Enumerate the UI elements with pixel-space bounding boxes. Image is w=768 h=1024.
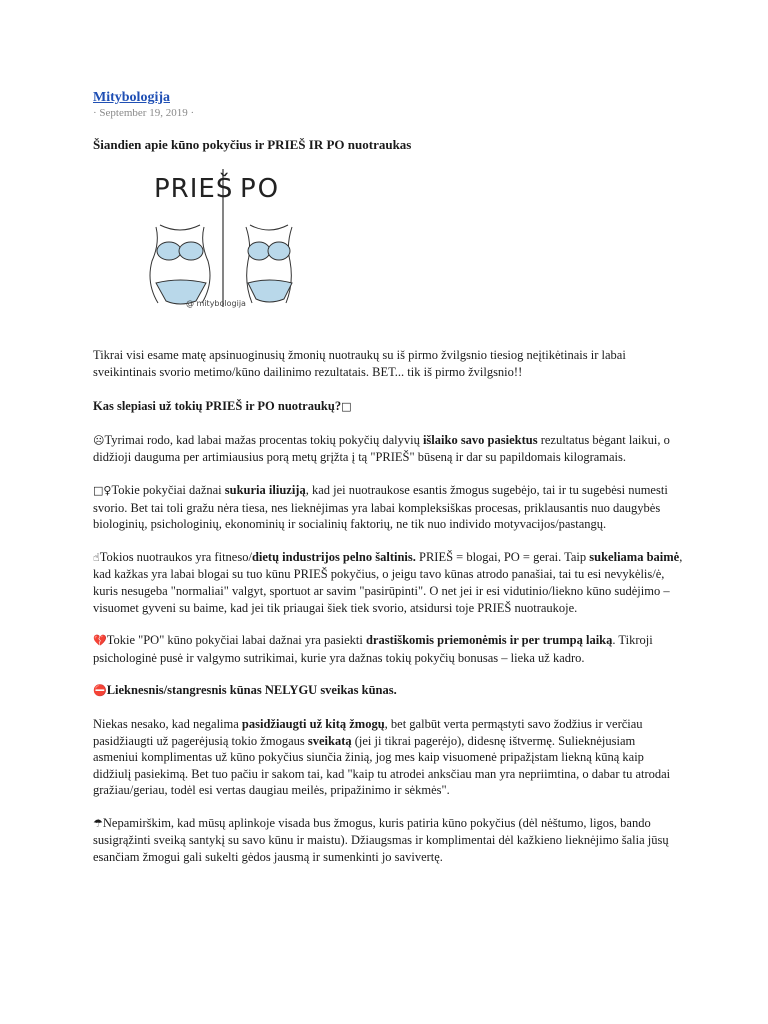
- paragraph-remember: [93, 815, 683, 866]
- missing-glyph-icon: □: [341, 400, 352, 414]
- industry-text-2: PRIEŠ = blogai, PO = gerai. Taip: [415, 549, 590, 564]
- illusion-text-2: , kad jei nuotraukose esantis žmogus sugebėjo, tai ir tu sugebėsi numesti svorio. Bet tai toli gražu nėra tiesa, nes lieknėjimas yra labai kompleksiškas procesas, priklausantis nuo daugybės biologinių, psichologinių, ekonominių ir socialinių faktorių, ne tik nuo individo motyvacijos/pastangų.: [93, 482, 668, 532]
- drastic-bold-1: drastiškomis priemonėmis ir per trumpą laiką: [365, 633, 613, 648]
- question-text: Kas slepiasi už tokių PRIEŠ ir PO nuotraukų?: [93, 399, 342, 414]
- woman-gesture-icon: □♀: [93, 483, 112, 497]
- praise-text-3: (jei ji tikrai pagerėjo), didesnę ištvermę. Sulieknėjusiam asmeniui komplimentas už kūno pokyčius siunčia žinią, jog mes kaip visuomenė pripažįstam liekną kūną kaip didžiulį pasiekimą. Bet tuo pačiu ir sakom tai, kad "kaip tu atrodei anksčiau man yra nepriimtina, o dabar tu atrodai gražiau/geriau, todėl esi vertas daugiau meilės, pripažinimo ir sėkmės".: [93, 733, 671, 798]
- blog-name-link[interactable]: Mitybologija: [93, 90, 170, 105]
- research-text-2: rezultatus bėgant laikui, o didžioji dauguma per artimiausius porą metų grįžta į tą "PRIEŠ" būseną ir dar su papildomais kilogramais.: [93, 432, 670, 465]
- image-watermark: @ mitybologija: [186, 299, 246, 308]
- paragraph-illusion: [93, 482, 683, 533]
- after-label: PO: [240, 174, 281, 204]
- industry-bold-2: sukeliama baimė: [589, 549, 680, 564]
- industry-bold-1: dietų industrijos pelno šaltinis.: [251, 549, 416, 564]
- after-body-sketch: [246, 225, 292, 303]
- before-body-sketch: [150, 225, 210, 304]
- intro-paragraph: Tikrai visi esame matę apsinuoginusių žmonių nuotraukų su iš pirmo žvilgsnio tiesiog neįtikėtinais ir labai sveikintinais svorio metimo/kūno dailinimo rezultatais. BET... tik iš pirmo žvilgsnio!!: [93, 348, 626, 379]
- paragraph-drastic: [93, 632, 683, 666]
- praise-text-2: , bet galbūt verta permąstyti savo žodžius ir verčiau pasidžiaugti už pagerėjusią tokio žmogaus: [93, 716, 643, 748]
- industry-text-3: , kad kažkas yra labai blogai su tuo kūnu PRIEŠ pokyčius, o jeigu tavo kūnas atrodo panašiai, tai tu esi nevykėlis/ė, kuris nesugeba "normaliai" valgyt, sportuot ar savim "pasirūpinti". O net jei ir esi vidutinio/liekno kūno sudėjimo – visuomet gyveni su baime, kad jei tik priaugai šiek tiek svorio, atsidursi toje PRIEŠ nuotraukoje.: [93, 549, 683, 615]
- broken-heart-icon: 💔: [93, 634, 107, 648]
- paragraph-research: [93, 432, 683, 466]
- statement-bold: Lieknesnis/stangresnis kūnas NELYGU sveikas kūnas.: [106, 683, 397, 698]
- paragraph-praise: [93, 716, 683, 799]
- before-after-illustration: [116, 165, 331, 325]
- praise-text-1: Niekas nesako, kad negalima: [93, 716, 242, 731]
- praise-bold-2: sveikatą: [307, 733, 352, 748]
- illusion-bold-1: sukuria iliuziją: [224, 482, 306, 497]
- industry-text-1: Tokios nuotraukos yra fitneso/: [99, 549, 252, 564]
- post-container: [93, 88, 683, 866]
- paragraph-industry: [93, 549, 683, 616]
- drastic-text-2: . Tikroji psichologinė pusė ir valgymo sutrikimai, kurie yra dažnas tokių pokyčių bonusas – lieka už kadro.: [93, 633, 653, 665]
- paragraph-statement: [93, 682, 683, 700]
- question-heading: [93, 398, 683, 416]
- umbrella-icon: ☂: [93, 816, 103, 830]
- post-date: · September 19, 2019 ·: [93, 107, 195, 119]
- pointing-hand-icon: ☝: [93, 550, 100, 564]
- research-bold-1: išlaiko savo pasiektus: [422, 432, 538, 447]
- praise-bold-1: pasidžiaugti už kitą žmogų: [241, 716, 385, 731]
- sad-face-icon: ☹: [93, 433, 105, 447]
- illusion-text-1: Tokie pokyčiai dažnai: [111, 482, 225, 497]
- drastic-text-1: Tokie "PO" kūno pokyčiai labai dažnai yra pasiekti: [106, 633, 366, 648]
- no-entry-icon: ⛔: [93, 684, 107, 698]
- post-title: Šiandien apie kūno pokyčius ir PRIEŠ IR PO nuotraukas: [93, 137, 412, 152]
- research-text-1: Tyrimai rodo, kad labai mažas procentas tokių pokyčių dalyvių: [104, 432, 423, 447]
- before-after-drawing: [116, 165, 331, 315]
- remember-text: Nepamirškim, kad mūsų aplinkoje visada bus žmogus, kuris patiria kūno pokyčius (dėl nėštumo, ligos, bando susigrąžinti sveiką santykį su savo kūnu ir maistu). Džiaugsmas ir komplimentai dėl kažkieno lieknėjimo šalia jūsų esančiam žmogui gali sukelti gėdos jausmą ir sumenkinti jo savivertę.: [93, 815, 669, 865]
- before-label: PRIEŠ: [154, 174, 234, 204]
